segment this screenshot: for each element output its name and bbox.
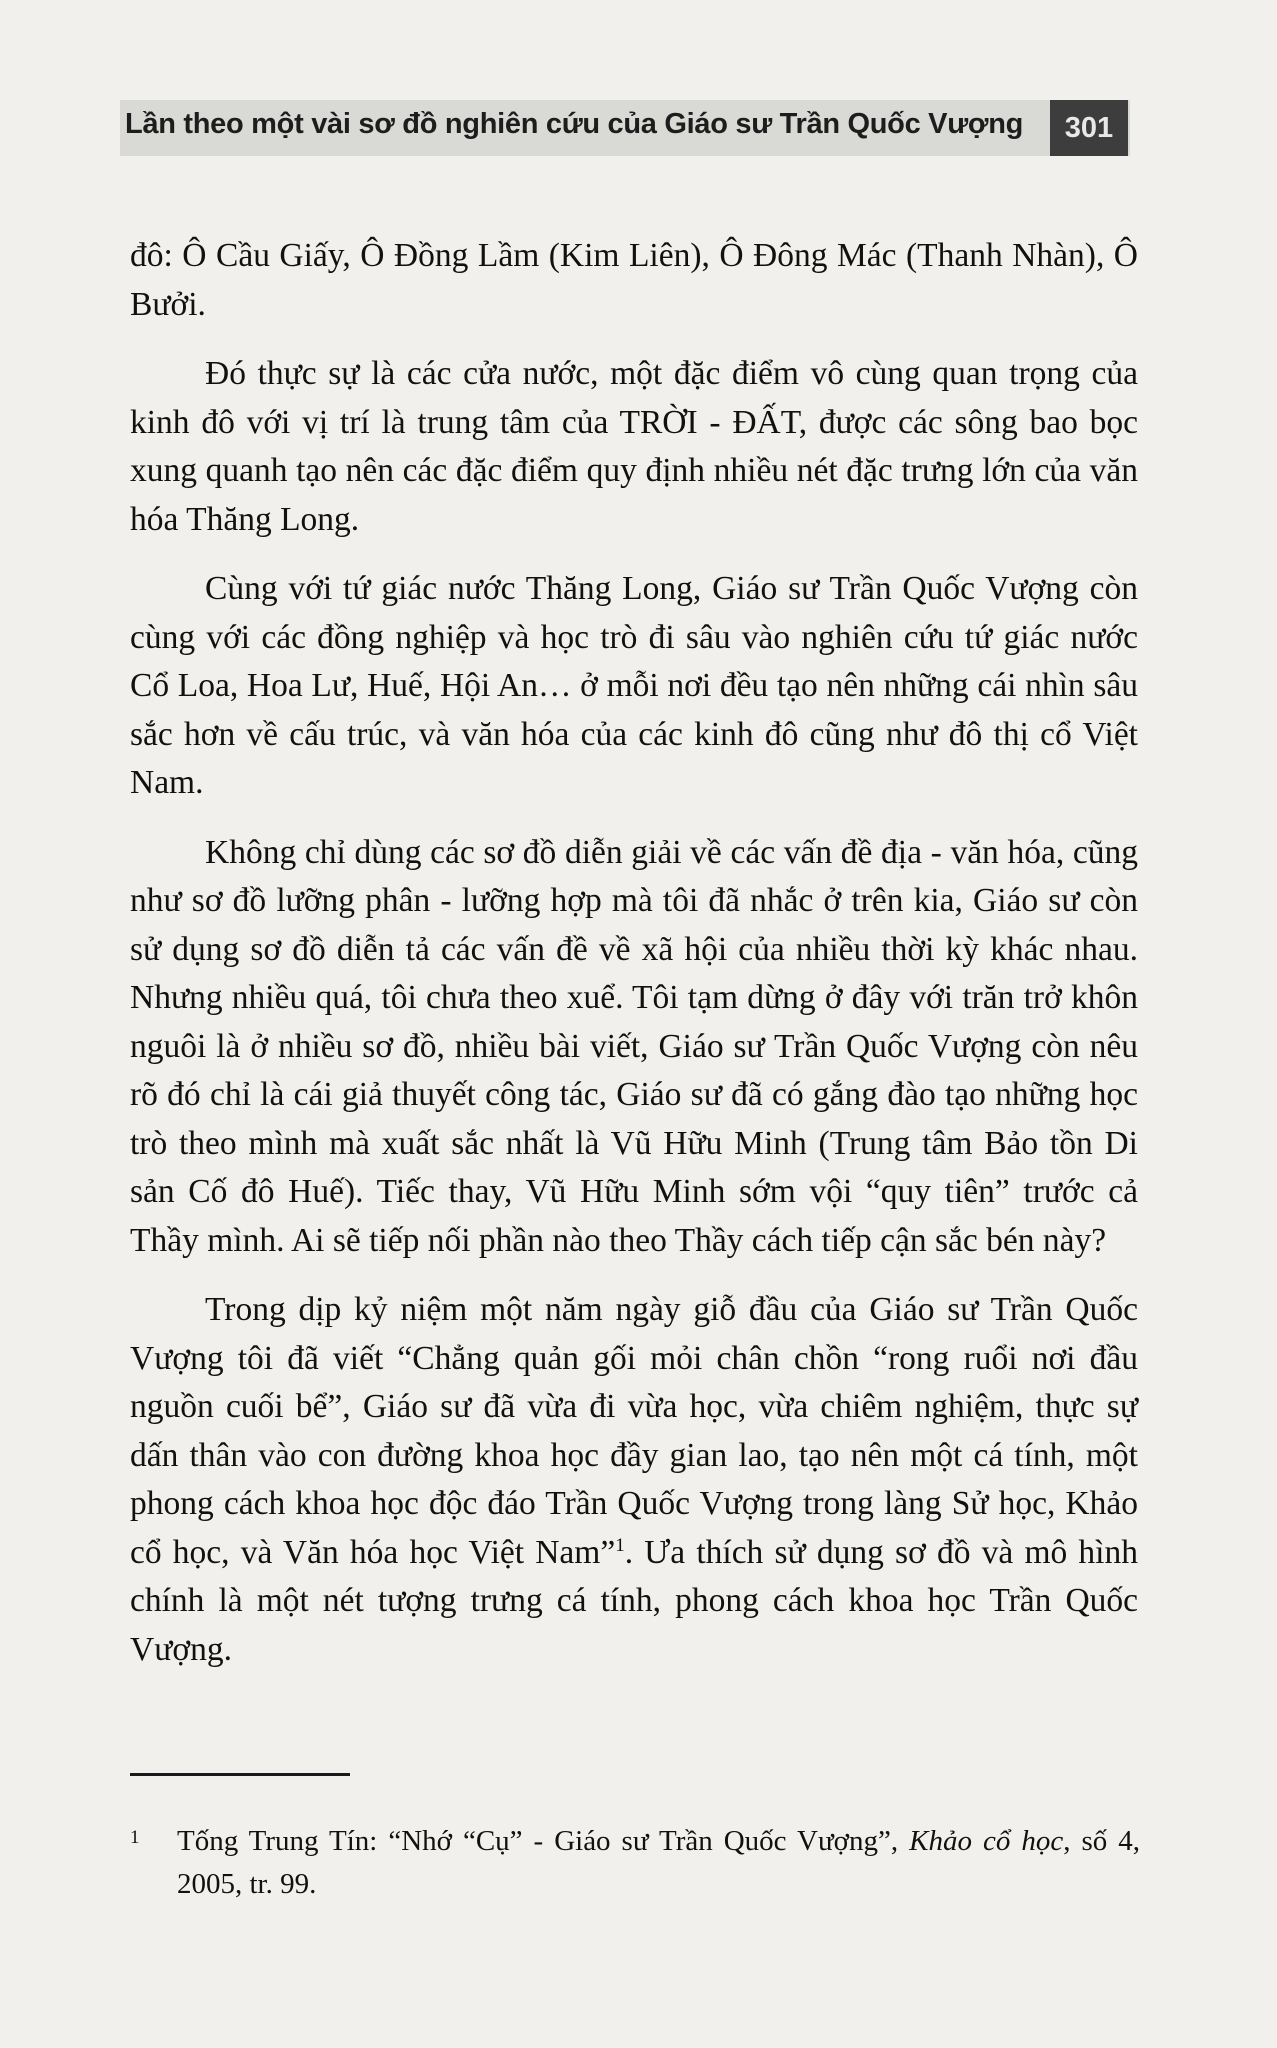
paragraph-2: Đó thực sự là các cửa nước, một đặc điểm vô cùng quan trọng của kinh đô với vị trí là trung tâm của TRỜI - ĐẤT, được các sông bao bọc xung quanh tạo nên các đặc điểm quy định nhiều nét đặc trưng lớn của văn hóa Thăng Long. xyxy=(130,355,1138,538)
paragraph-4: Không chỉ dùng các sơ đồ diễn giải về các vấn đề địa - văn hóa, cũng như sơ đồ lưỡng phân - lưỡng hợp mà tôi đã nhắc ở trên kia, Giáo sư còn sử dụng sơ đồ diễn tả các vấn đề về xã hội của nhiều thời kỳ khác nhau. Nhưng nhiều quá, tôi chưa theo xuể. Tôi tạm dừng ở đây với trăn trở khôn nguôi là ở nhiều sơ đồ, nhiều bài viết, Giáo sư Trần Quốc Vượng còn nêu rõ đó chỉ là cái giả thuyết công tác, Giáo sư đã có gắng đào tạo những học trò theo mình mà xuất sắc nhất là Vũ Hữu Minh (Trung tâm Bảo tồn Di sản Cố đô Huế). Tiếc thay, Vũ Hữu Minh sớm vội “quy tiên” trước cả Thầy mình. Ai sẽ tiếp nối phần nào theo Thầy cách tiếp cận sắc bén này? xyxy=(130,833,1138,1259)
footnote-mark: 1 xyxy=(130,1827,140,1848)
paragraph-5-text-b: . Ưa thích sử dụng sơ đồ và mô hình chính là một nét tượng trưng cá tính, phong cách khoa học Trần Quốc Vượng. xyxy=(130,1533,1138,1668)
footnote-text-b: , số 4, 2005, tr. 99. xyxy=(177,1825,1140,1900)
page-number: 301 xyxy=(1050,100,1128,156)
running-head: Lần theo một vài sơ đồ nghiên cứu của Giáo sư Trần Quốc Vượng xyxy=(125,108,1024,140)
footnote xyxy=(130,1820,1140,1906)
footnote-text-a: Tống Trung Tín: “Nhớ “Cụ” - Giáo sư Trần Quốc Vượng”, xyxy=(177,1825,910,1857)
paragraph-1: đô: Ô Cầu Giấy, Ô Đồng Lầm (Kim Liên), Ô Đông Mác (Thanh Nhàn), Ô Bưởi. xyxy=(130,237,1138,323)
footnote-text xyxy=(177,1820,1140,1906)
paragraph-5-text-a: Trong dịp kỷ niệm một năm ngày giỗ đầu của Giáo sư Trần Quốc Vượng tôi đã viết “Chẳng quản gối mỏi chân chồn “rong ruổi nơi đầu nguồn cuối bể”, Giáo sư đã vừa đi vừa học, vừa chiêm nghiệm, thực sự dấn thân vào con đường khoa học đầy gian lao, tạo nên một cá tính, một phong cách khoa học độc đáo Trần Quốc Vượng trong làng Sử học, Khảo cổ học, và Văn hóa học Việt Nam” xyxy=(130,1291,1138,1571)
footnote-divider xyxy=(130,1773,350,1776)
footnote-reference[interactable]: 1 xyxy=(615,1534,625,1556)
body-text xyxy=(130,232,1138,1695)
footnote-journal-title: Khảo cổ học xyxy=(909,1825,1064,1857)
paragraph-3: Cùng với tứ giác nước Thăng Long, Giáo sư Trần Quốc Vượng còn cùng với các đồng nghiệp và học trò đi sâu vào nghiên cứu tứ giác nước Cổ Loa, Hoa Lư, Huế, Hội An… ở mỗi nơi đều tạo nên những cái nhìn sâu sắc hơn về cấu trúc, và văn hóa của các kinh đô cũng như đô thị cổ Việt Nam. xyxy=(130,570,1138,801)
paragraph-5 xyxy=(130,1286,1138,1674)
